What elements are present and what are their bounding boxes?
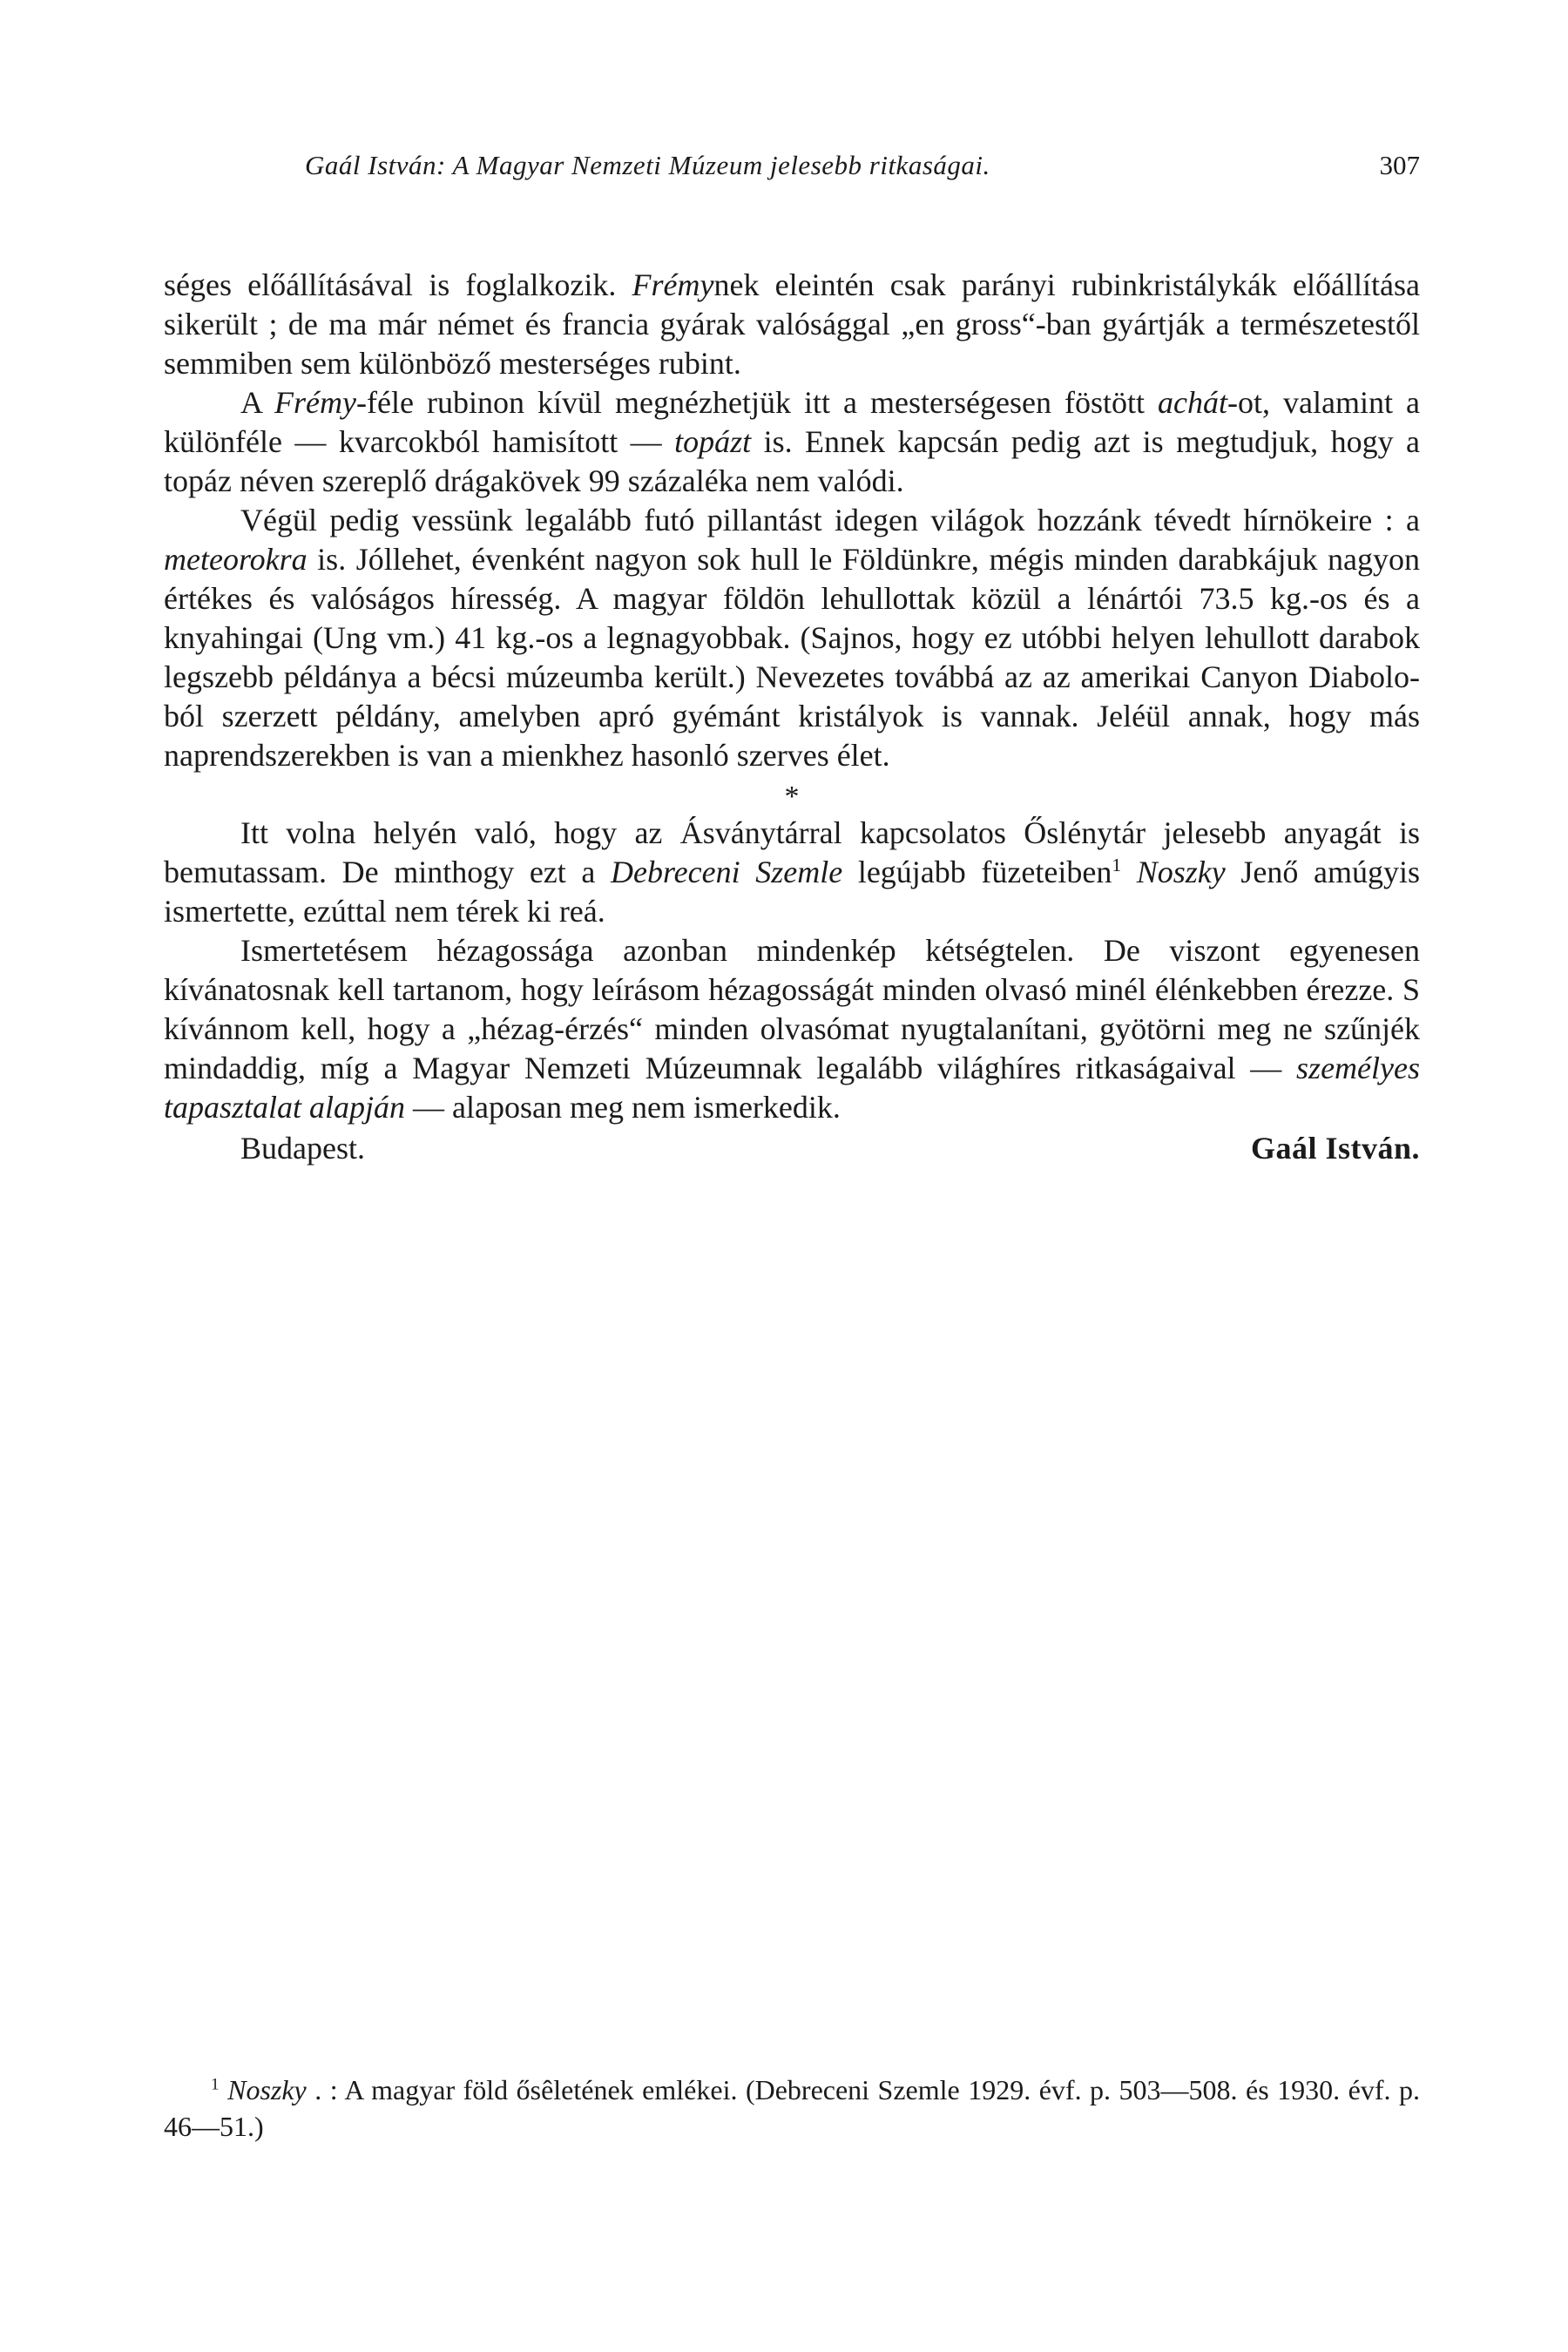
paragraph-2-text-g: is. Ennek kapcsán pedig azt is megtudjuk, hogy a topáz néven szereplő drágakövek 99 százaléka nem valódi.: [164, 424, 1420, 498]
paragraph-1-text-a: séges előállításával is foglalkozik.: [164, 267, 632, 302]
paragraph-5-text-c: — alaposan meg nem ismerkedik.: [405, 1090, 841, 1125]
paragraph-2-text-e: -ot, valamint a különféle — kvarcokból hamisított —: [164, 385, 1420, 459]
page-number: 307: [1379, 150, 1420, 180]
footnotes: [164, 2072, 1420, 2145]
paragraph-3-text-c: is. Jóllehet, évenként nagyon sok hull le Földünkre, mégis minden darabkájuk nagyon értékes és valóságos híresség. A magyar földön lehullottak közül a lénártói 73.5 kg.-os és a knyahingai (Ung vm.) 41 kg.-os a legnagyobbak. (Sajnos, hogy ez utóbbi helyen lehullott darabok legszebb példánya a bécsi múzeumba került.) Nevezetes továbbá az az amerikai Canyon Diabolo-ból szerzett példány, amelyben apró gyémánt kristályok is vannak. Jeléül annak, hogy más naprendszerekben is van a mienkhez hasonló szerves élet.: [164, 542, 1420, 773]
paragraph-3-term-meteorokra: meteorokra: [164, 542, 308, 577]
section-separator: *: [784, 781, 800, 813]
paragraph-2-name-fremy: Frémy: [274, 385, 357, 420]
article-body: [164, 266, 1420, 1168]
paragraph-2-text-c: -féle rubinon kívül megnézhetjük itt a mesterségesen föstött: [356, 385, 1159, 420]
paragraph-2-term-achat: achát: [1158, 385, 1227, 420]
paragraph-5-text-a: Ismertetésem hézagossága azonban mindenkép kétségtelen. De viszont egyenesen kívánatosnak kell tartanom, hogy leírásom hézagosságát minden olvasó minél élénkebben érezze. S kívánnom kell, hogy a „hézag-érzés“ minden olvasómat nyugtalanítani, gyötörni meg ne szűnjék mindaddig, míg a Magyar Nemzeti Múzeumnak legalább világhíres ritkaságaival —: [164, 933, 1420, 1085]
author-signature: Gaál István.: [1250, 1131, 1420, 1166]
paragraph-4-text-c: legújabb füzeteiben: [842, 855, 1112, 889]
paragraph-5-emphasis: személyes tapasztalat alapján: [164, 1051, 1420, 1125]
paragraph-1-name-fremy: Frémy: [632, 267, 714, 302]
paragraph-4: [164, 814, 1420, 931]
footnote-1-marker: 1: [211, 2075, 220, 2094]
paragraph-2: [164, 383, 1420, 501]
paragraph-4-text-e: Jenő amúgyis ismertette, ezúttal nem térek ki reá.: [164, 855, 1420, 929]
running-header: [174, 150, 1420, 193]
paragraph-4-name-noszky: Noszky: [1121, 855, 1226, 889]
paragraph-2-term-topaz: topázt: [674, 424, 752, 459]
footnote-1-text: . : A magyar föld ősêletének emlékei. (Debreceni Szemle 1929. évf. p. 503—508. és 1930. évf. p. 46—51.): [164, 2074, 1421, 2142]
paragraph-4-text-a: Itt volna helyén való, hogy az Ásványtárral kapcsolatos Őslénytár jelesebb anyagát is bemutassam. De minthogy ezt a: [164, 815, 1420, 889]
paragraph-4-journal-title: Debreceni Szemle: [611, 855, 843, 889]
paragraph-5: [164, 931, 1420, 1127]
paragraph-1-text-c: nek eleintén csak parányi rubinkristálykák előállítása sikerült ; de ma már német és francia gyárak valósággal „en gross“-ban gyártják a természetestől semmiben sem különböző mesterséges rubint.: [164, 267, 1420, 381]
signature-row: [164, 1129, 1420, 1168]
footnote-1: [164, 2072, 1420, 2145]
header-title: Gaál István: A Magyar Nemzeti Múzeum jelesebb ritkaságai.: [305, 150, 990, 180]
paragraph-1: [164, 266, 1420, 383]
footnote-1-author: Noszky: [227, 2074, 307, 2105]
footnote-reference: 1: [1112, 855, 1122, 875]
paragraph-3-text-a: Végül pedig vessünk legalább futó pillantást idegen világok hozzánk tévedt hírnökeire : a: [240, 503, 1420, 537]
place-line: Budapest.: [240, 1131, 365, 1166]
paragraph-3: [164, 501, 1420, 775]
paragraph-2-text-a: A: [240, 385, 275, 420]
